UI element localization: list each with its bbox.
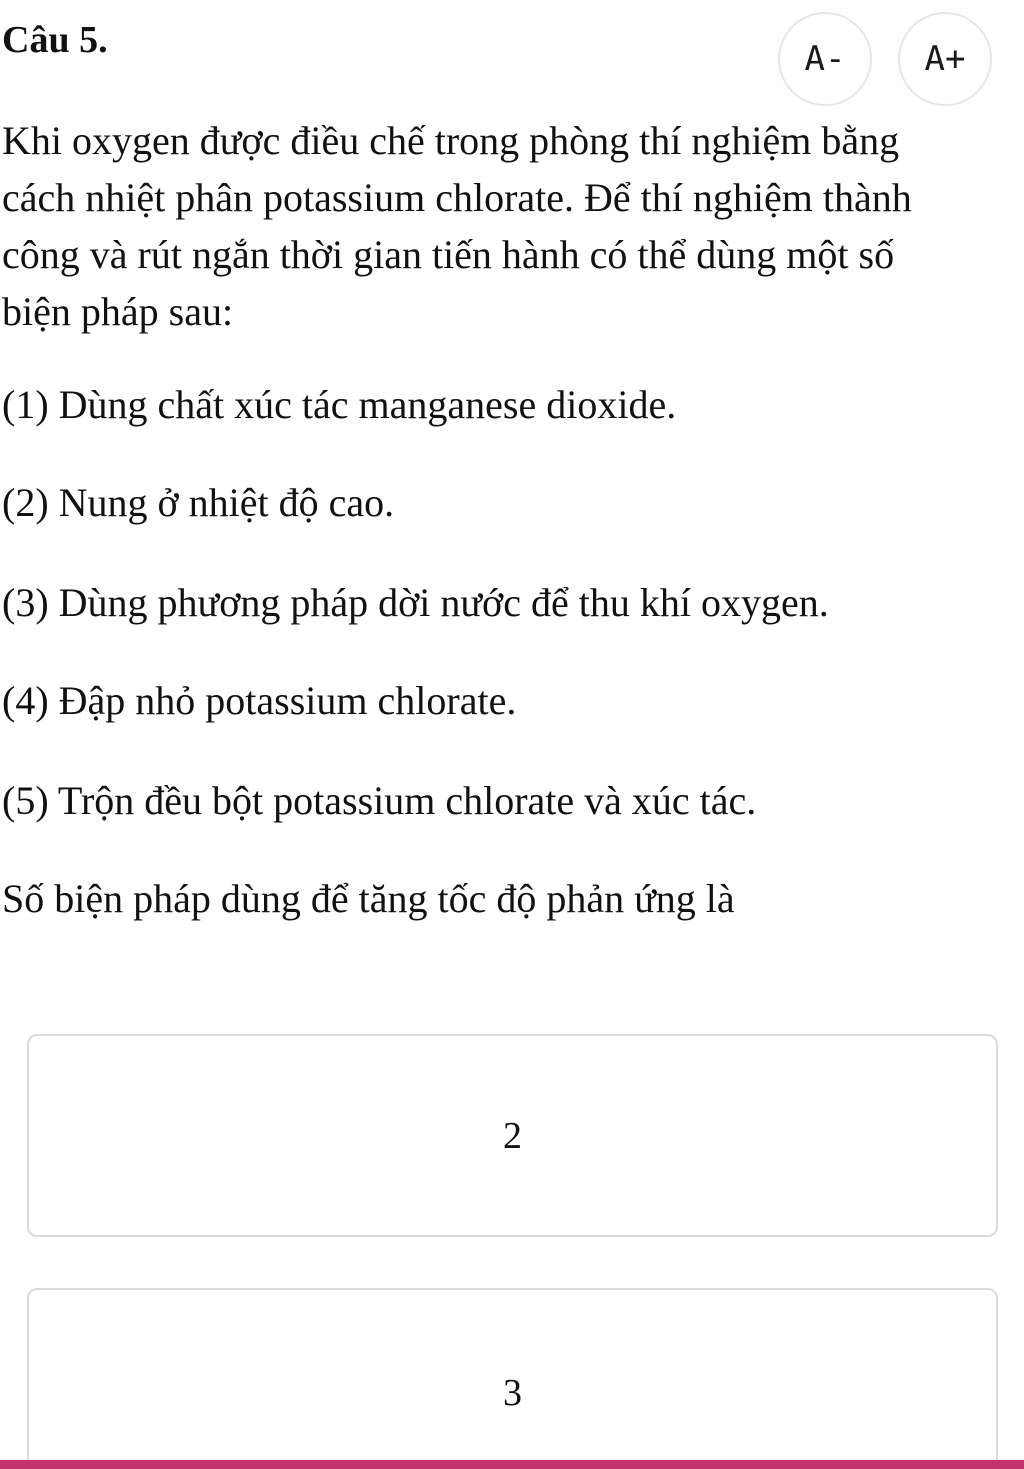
- decrease-font-button[interactable]: A-: [778, 12, 872, 106]
- answer-option-label: 3: [503, 1372, 522, 1414]
- statement-4: (4) Đập nhỏ potassium chlorate.: [2, 678, 517, 723]
- increase-font-button[interactable]: A+: [898, 12, 992, 106]
- answer-option[interactable]: [27, 1034, 998, 1237]
- answer-option[interactable]: [27, 1288, 998, 1469]
- question-prompt: Số biện pháp dùng để tăng tốc độ phản ứng là: [2, 876, 735, 921]
- answer-option-label: 2: [503, 1114, 522, 1157]
- question-stem: Khi oxygen được điều chế trong phòng thí nghiệm bằng cách nhiệt phân potassium chlorate. Để thí nghiệm thành công và rút ngắn thời gian tiến hành có thể dùng một số biện pháp sau:: [2, 118, 912, 334]
- statement-1: (1) Dùng chất xúc tác manganese dioxide.: [2, 382, 677, 427]
- question-title: Câu 5.: [2, 19, 108, 61]
- statement-3: (3) Dùng phương pháp dời nước để thu khí oxygen.: [2, 580, 829, 625]
- bottom-accent-bar: [0, 1460, 1024, 1469]
- statement-2: (2) Nung ở nhiệt độ cao.: [2, 480, 395, 525]
- statement-5: (5) Trộn đều bột potassium chlorate và xúc tác.: [2, 778, 757, 823]
